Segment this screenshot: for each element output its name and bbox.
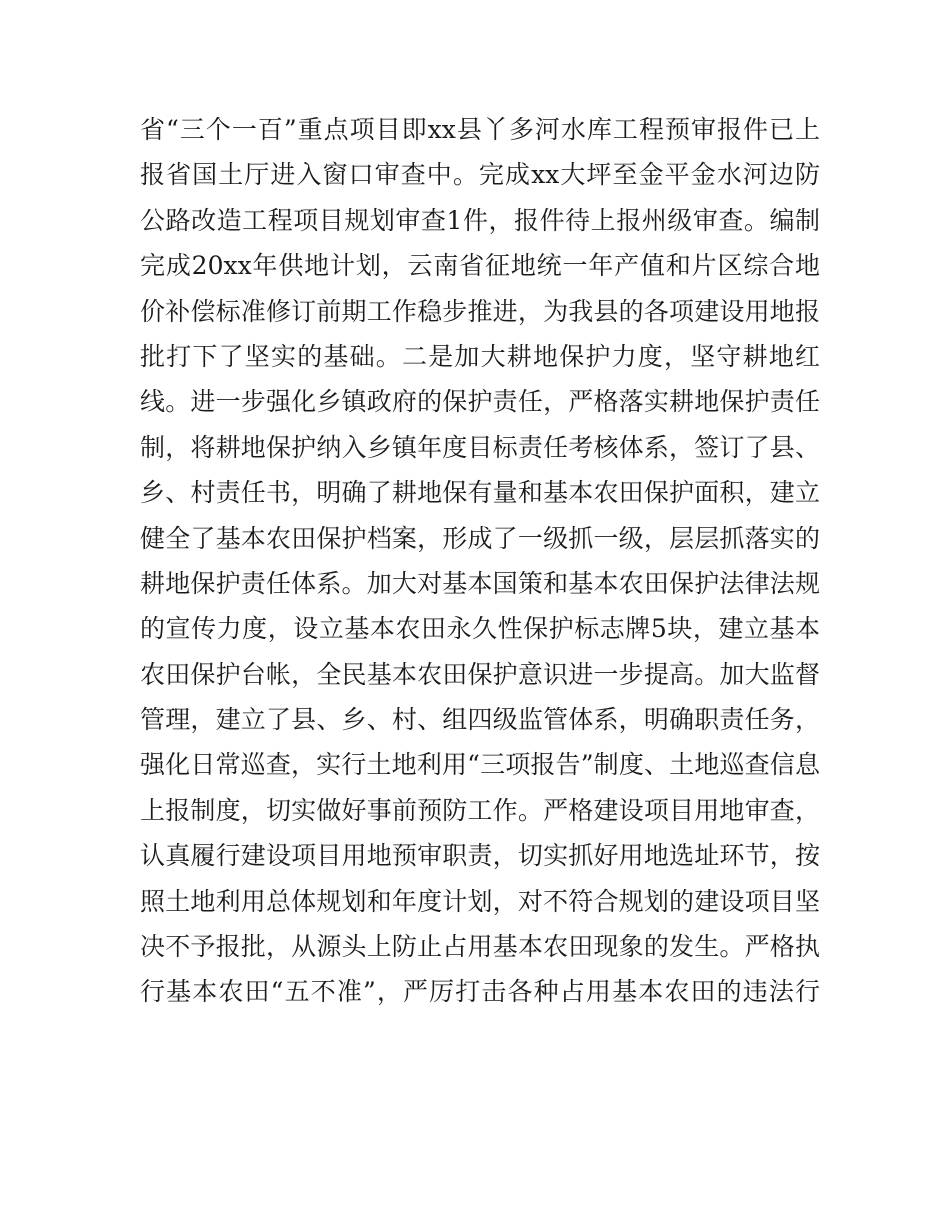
text-line: 完成20xx年供地计划，云南省征地统一年产值和片区综合地: [140, 251, 820, 281]
text-line: 照土地利用总体规划和年度计划，对不符合规划的建设项目坚: [140, 886, 820, 916]
text-line: 乡、村责任书，明确了耕地保有量和基本农田保护面积，建立: [140, 478, 820, 508]
text-line: 行基本农田“五不准”，严厉打击各种占用基本农田的违法行: [140, 977, 820, 1007]
text-line: 价补偿标准修订前期工作稳步推进，为我县的各项建设用地报: [140, 296, 820, 326]
text-line: 上报制度，切实做好事前预防工作。严格建设项目用地审查，: [140, 795, 820, 825]
text-line: 公路改造工程项目规划审查1件，报件待上报州级审查。编制: [140, 205, 820, 235]
text-line: 线。进一步强化乡镇政府的保护责任，严格落实耕地保护责任: [140, 387, 820, 417]
text-line: 的宣传力度，设立基本农田永久性保护标志牌5块，建立基本: [140, 614, 820, 644]
text-line: 强化日常巡查，实行土地利用“三项报告”制度、土地巡查信息: [140, 750, 820, 780]
body-paragraph: [140, 107, 820, 1015]
text-line: 耕地保护责任体系。加大对基本国策和基本农田保护法律法规: [140, 568, 820, 598]
text-line: 报省国土厅进入窗口审查中。完成xx大坪至金平金水河边防: [140, 160, 820, 190]
text-line: 省“三个一百”重点项目即xx县丫多河水库工程预审报件已上: [140, 115, 820, 144]
text-line: 制，将耕地保护纳入乡镇年度目标责任考核体系，签订了县、: [140, 432, 820, 462]
text-line: 健全了基本农田保护档案，形成了一级抓一级，层层抓落实的: [140, 523, 820, 553]
text-line: 决不予报批，从源头上防止占用基本农田现象的发生。严格执: [140, 932, 820, 962]
text-line: 管理，建立了县、乡、村、组四级监管体系，明确职责任务，: [140, 705, 820, 735]
text-line: 农田保护台帐，全民基本农田保护意识进一步提高。加大监督: [140, 659, 820, 689]
text-line: 认真履行建设项目用地预审职责，切实抓好用地选址环节，按: [140, 841, 820, 871]
text-line: 批打下了坚实的基础。二是加大耕地保护力度，坚守耕地红: [140, 341, 820, 371]
